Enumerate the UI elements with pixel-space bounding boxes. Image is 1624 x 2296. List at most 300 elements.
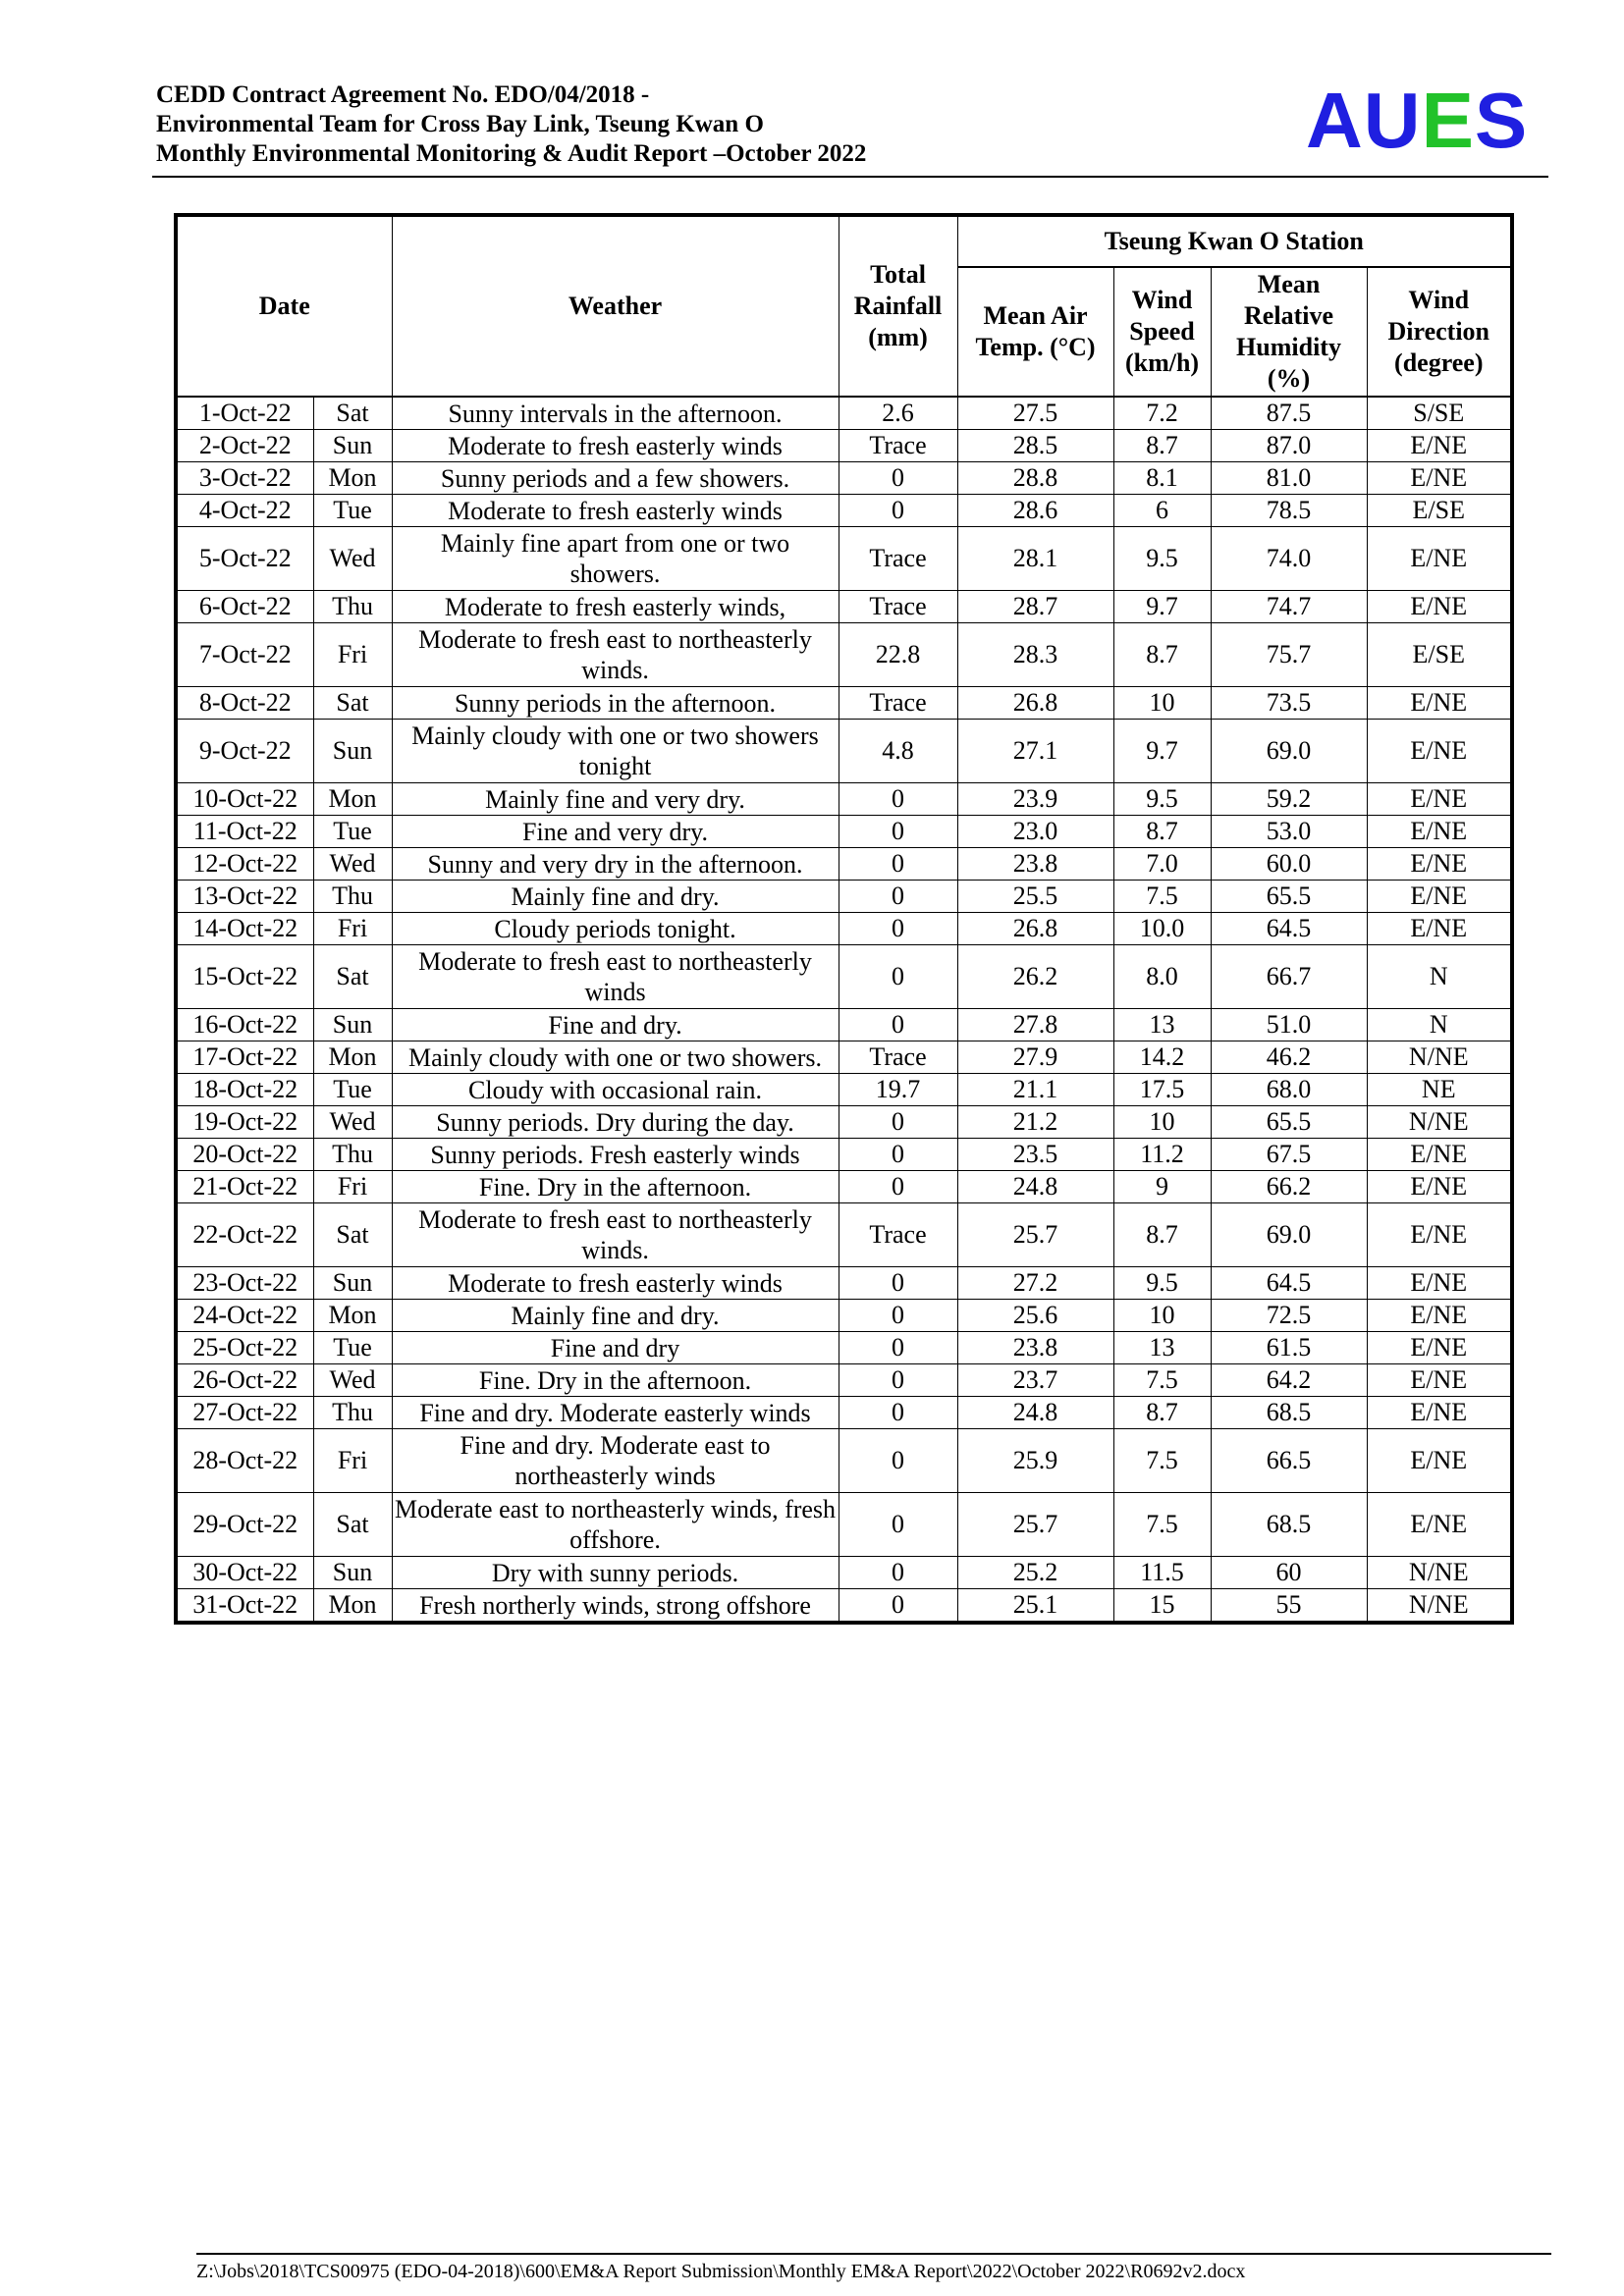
table-row <box>176 1074 1512 1106</box>
cell-rainfall: 0 <box>839 1589 957 1624</box>
cell-wind-direction: E/NE <box>1367 1267 1512 1300</box>
cell-rainfall: Trace <box>839 1203 957 1267</box>
table-row <box>176 1397 1512 1429</box>
cell-wind-speed: 8.0 <box>1113 945 1211 1009</box>
col-header-weather: Weather <box>392 215 839 397</box>
cell-rainfall: 0 <box>839 1139 957 1171</box>
cell-humidity: 59.2 <box>1211 783 1367 816</box>
cell-weather: Moderate east to northeasterly winds, fresh offshore. <box>392 1493 839 1557</box>
cell-day: Mon <box>313 1041 392 1074</box>
cell-day: Sat <box>313 397 392 430</box>
cell-rainfall: Trace <box>839 527 957 591</box>
cell-wind-speed: 6 <box>1113 495 1211 527</box>
cell-temp: 24.8 <box>957 1397 1113 1429</box>
cell-temp: 21.2 <box>957 1106 1113 1139</box>
table-row <box>176 1364 1512 1397</box>
cell-rainfall: 22.8 <box>839 623 957 687</box>
cell-rainfall: 0 <box>839 1429 957 1493</box>
cell-temp: 28.6 <box>957 495 1113 527</box>
cell-temp: 25.9 <box>957 1429 1113 1493</box>
cell-rainfall: 0 <box>839 848 957 881</box>
cell-humidity: 87.0 <box>1211 430 1367 462</box>
cell-weather: Fine. Dry in the afternoon. <box>392 1171 839 1203</box>
cell-temp: 23.9 <box>957 783 1113 816</box>
cell-temp: 27.5 <box>957 397 1113 430</box>
logo-letter: E <box>1421 77 1475 164</box>
cell-humidity: 66.5 <box>1211 1429 1367 1493</box>
cell-wind-speed: 8.7 <box>1113 430 1211 462</box>
cell-weather: Moderate to fresh east to northeasterly winds <box>392 945 839 1009</box>
cell-rainfall: Trace <box>839 1041 957 1074</box>
cell-wind-speed: 9.5 <box>1113 527 1211 591</box>
cell-date: 26-Oct-22 <box>176 1364 313 1397</box>
cell-rainfall: 0 <box>839 1267 957 1300</box>
cell-date: 4-Oct-22 <box>176 495 313 527</box>
cell-weather: Fresh northerly winds, strong offshore <box>392 1589 839 1624</box>
cell-day: Sun <box>313 720 392 783</box>
cell-weather: Cloudy with occasional rain. <box>392 1074 839 1106</box>
cell-humidity: 55 <box>1211 1589 1367 1624</box>
table-row <box>176 1493 1512 1557</box>
cell-day: Thu <box>313 881 392 913</box>
cell-humidity: 65.5 <box>1211 881 1367 913</box>
cell-day: Wed <box>313 527 392 591</box>
cell-rainfall: 0 <box>839 1106 957 1139</box>
col-header-wind-speed: Wind Speed (km/h) <box>1113 267 1211 397</box>
cell-date: 27-Oct-22 <box>176 1397 313 1429</box>
cell-date: 19-Oct-22 <box>176 1106 313 1139</box>
logo-letter: S <box>1474 77 1529 164</box>
header-line-report: Monthly Environmental Monitoring & Audit Report –October 2022 <box>156 140 867 167</box>
logo-letter: U <box>1363 77 1422 164</box>
cell-day: Sun <box>313 430 392 462</box>
cell-wind-direction: E/NE <box>1367 1203 1512 1267</box>
cell-date: 15-Oct-22 <box>176 945 313 1009</box>
cell-wind-direction: N/NE <box>1367 1041 1512 1074</box>
cell-date: 21-Oct-22 <box>176 1171 313 1203</box>
cell-wind-speed: 8.7 <box>1113 623 1211 687</box>
cell-weather: Fine. Dry in the afternoon. <box>392 1364 839 1397</box>
cell-date: 24-Oct-22 <box>176 1300 313 1332</box>
cell-temp: 25.7 <box>957 1203 1113 1267</box>
cell-temp: 26.8 <box>957 913 1113 945</box>
cell-humidity: 81.0 <box>1211 462 1367 495</box>
cell-temp: 28.7 <box>957 591 1113 623</box>
cell-wind-direction: E/SE <box>1367 495 1512 527</box>
cell-humidity: 68.5 <box>1211 1397 1367 1429</box>
cell-rainfall: 0 <box>839 913 957 945</box>
table-row <box>176 816 1512 848</box>
cell-temp: 26.2 <box>957 945 1113 1009</box>
cell-date: 22-Oct-22 <box>176 1203 313 1267</box>
cell-wind-direction: N/NE <box>1367 1557 1512 1589</box>
cell-humidity: 74.0 <box>1211 527 1367 591</box>
footer-divider <box>196 2253 1551 2255</box>
cell-wind-speed: 15 <box>1113 1589 1211 1624</box>
cell-weather: Fine and very dry. <box>392 816 839 848</box>
cell-humidity: 69.0 <box>1211 720 1367 783</box>
cell-wind-speed: 9.7 <box>1113 720 1211 783</box>
cell-wind-direction: E/NE <box>1367 1364 1512 1397</box>
table-row <box>176 527 1512 591</box>
cell-humidity: 64.2 <box>1211 1364 1367 1397</box>
cell-date: 8-Oct-22 <box>176 687 313 720</box>
cell-day: Mon <box>313 783 392 816</box>
cell-wind-direction: E/NE <box>1367 848 1512 881</box>
table-row <box>176 430 1512 462</box>
table-row <box>176 1041 1512 1074</box>
cell-day: Mon <box>313 1589 392 1624</box>
cell-rainfall: 0 <box>839 881 957 913</box>
cell-wind-direction: S/SE <box>1367 397 1512 430</box>
table-row <box>176 1267 1512 1300</box>
cell-wind-speed: 13 <box>1113 1009 1211 1041</box>
cell-wind-speed: 10.0 <box>1113 913 1211 945</box>
cell-wind-direction: E/NE <box>1367 1493 1512 1557</box>
cell-day: Wed <box>313 1106 392 1139</box>
table-row <box>176 1106 1512 1139</box>
table-row <box>176 1139 1512 1171</box>
cell-day: Sun <box>313 1267 392 1300</box>
cell-wind-direction: E/NE <box>1367 430 1512 462</box>
cell-day: Fri <box>313 913 392 945</box>
cell-date: 10-Oct-22 <box>176 783 313 816</box>
cell-humidity: 51.0 <box>1211 1009 1367 1041</box>
cell-wind-speed: 8.7 <box>1113 816 1211 848</box>
cell-weather: Fine and dry. Moderate easterly winds <box>392 1397 839 1429</box>
cell-weather: Fine and dry. Moderate east to northeasterly winds <box>392 1429 839 1493</box>
cell-date: 14-Oct-22 <box>176 913 313 945</box>
cell-date: 18-Oct-22 <box>176 1074 313 1106</box>
cell-date: 13-Oct-22 <box>176 881 313 913</box>
station-header: Tseung Kwan O Station <box>957 215 1512 267</box>
cell-humidity: 64.5 <box>1211 1267 1367 1300</box>
cell-humidity: 73.5 <box>1211 687 1367 720</box>
cell-temp: 24.8 <box>957 1171 1113 1203</box>
table-row <box>176 1332 1512 1364</box>
cell-temp: 27.1 <box>957 720 1113 783</box>
cell-date: 1-Oct-22 <box>176 397 313 430</box>
table-row <box>176 1557 1512 1589</box>
table-row <box>176 1171 1512 1203</box>
cell-temp: 23.5 <box>957 1139 1113 1171</box>
cell-day: Sun <box>313 1009 392 1041</box>
cell-rainfall: 4.8 <box>839 720 957 783</box>
table-row <box>176 720 1512 783</box>
cell-rainfall: 0 <box>839 1009 957 1041</box>
cell-humidity: 60 <box>1211 1557 1367 1589</box>
cell-rainfall: 2.6 <box>839 397 957 430</box>
cell-temp: 27.9 <box>957 1041 1113 1074</box>
cell-wind-direction: E/NE <box>1367 783 1512 816</box>
cell-rainfall: 0 <box>839 945 957 1009</box>
cell-rainfall: 0 <box>839 1300 957 1332</box>
cell-wind-speed: 10 <box>1113 1106 1211 1139</box>
cell-wind-speed: 11.5 <box>1113 1557 1211 1589</box>
cell-wind-direction: E/NE <box>1367 687 1512 720</box>
cell-wind-speed: 9 <box>1113 1171 1211 1203</box>
cell-date: 3-Oct-22 <box>176 462 313 495</box>
cell-temp: 23.7 <box>957 1364 1113 1397</box>
cell-date: 30-Oct-22 <box>176 1557 313 1589</box>
cell-temp: 23.0 <box>957 816 1113 848</box>
cell-day: Fri <box>313 623 392 687</box>
cell-wind-speed: 8.1 <box>1113 462 1211 495</box>
cell-weather: Mainly fine and dry. <box>392 1300 839 1332</box>
cell-date: 12-Oct-22 <box>176 848 313 881</box>
cell-wind-speed: 13 <box>1113 1332 1211 1364</box>
table-row <box>176 591 1512 623</box>
cell-day: Fri <box>313 1429 392 1493</box>
weather-data-table <box>174 213 1514 1625</box>
cell-rainfall: 0 <box>839 1332 957 1364</box>
cell-temp: 21.1 <box>957 1074 1113 1106</box>
cell-weather: Fine and dry <box>392 1332 839 1364</box>
cell-weather: Mainly fine and very dry. <box>392 783 839 816</box>
col-header-temp: Mean Air Temp. (°C) <box>957 267 1113 397</box>
table-row <box>176 783 1512 816</box>
cell-day: Tue <box>313 816 392 848</box>
cell-rainfall: 0 <box>839 1397 957 1429</box>
cell-day: Thu <box>313 1139 392 1171</box>
cell-wind-speed: 17.5 <box>1113 1074 1211 1106</box>
cell-temp: 28.1 <box>957 527 1113 591</box>
cell-date: 6-Oct-22 <box>176 591 313 623</box>
cell-day: Sat <box>313 687 392 720</box>
cell-wind-direction: E/NE <box>1367 816 1512 848</box>
cell-humidity: 53.0 <box>1211 816 1367 848</box>
col-header-rainfall: Total Rainfall (mm) <box>839 215 957 397</box>
cell-wind-speed: 10 <box>1113 687 1211 720</box>
cell-date: 11-Oct-22 <box>176 816 313 848</box>
cell-rainfall: 0 <box>839 1364 957 1397</box>
cell-humidity: 68.0 <box>1211 1074 1367 1106</box>
cell-date: 29-Oct-22 <box>176 1493 313 1557</box>
cell-wind-speed: 11.2 <box>1113 1139 1211 1171</box>
cell-date: 7-Oct-22 <box>176 623 313 687</box>
cell-wind-direction: E/NE <box>1367 1300 1512 1332</box>
cell-humidity: 60.0 <box>1211 848 1367 881</box>
footer-file-path: Z:\Jobs\2018\TCS00975 (EDO-04-2018)\600\EM&A Report Submission\Monthly EM&A Report\2022\October 2022\R0692v2.docx <box>196 2261 1246 2282</box>
cell-date: 2-Oct-22 <box>176 430 313 462</box>
table-row <box>176 1300 1512 1332</box>
cell-wind-direction: E/NE <box>1367 591 1512 623</box>
cell-weather: Mainly cloudy with one or two showers tonight <box>392 720 839 783</box>
cell-weather: Fine and dry. <box>392 1009 839 1041</box>
cell-wind-direction: N/NE <box>1367 1106 1512 1139</box>
cell-humidity: 66.2 <box>1211 1171 1367 1203</box>
cell-day: Wed <box>313 1364 392 1397</box>
cell-date: 28-Oct-22 <box>176 1429 313 1493</box>
cell-wind-speed: 7.5 <box>1113 881 1211 913</box>
col-header-wind-direction: Wind Direction (degree) <box>1367 267 1512 397</box>
cell-rainfall: 0 <box>839 816 957 848</box>
cell-humidity: 69.0 <box>1211 1203 1367 1267</box>
cell-weather: Sunny periods. Fresh easterly winds <box>392 1139 839 1171</box>
cell-weather: Moderate to fresh easterly winds <box>392 495 839 527</box>
cell-weather: Moderate to fresh east to northeasterly winds. <box>392 1203 839 1267</box>
cell-wind-speed: 14.2 <box>1113 1041 1211 1074</box>
cell-wind-speed: 10 <box>1113 1300 1211 1332</box>
cell-temp: 28.3 <box>957 623 1113 687</box>
cell-wind-direction: E/NE <box>1367 1332 1512 1364</box>
cell-day: Sat <box>313 1203 392 1267</box>
cell-day: Sun <box>313 1557 392 1589</box>
cell-wind-speed: 9.5 <box>1113 783 1211 816</box>
cell-temp: 23.8 <box>957 1332 1113 1364</box>
cell-date: 17-Oct-22 <box>176 1041 313 1074</box>
cell-rainfall: Trace <box>839 687 957 720</box>
cell-weather: Sunny intervals in the afternoon. <box>392 397 839 430</box>
cell-rainfall: 0 <box>839 495 957 527</box>
cell-rainfall: 0 <box>839 1171 957 1203</box>
table-row <box>176 881 1512 913</box>
cell-wind-direction: N/NE <box>1367 1589 1512 1624</box>
cell-rainfall: 0 <box>839 1557 957 1589</box>
cell-day: Sat <box>313 945 392 1009</box>
col-header-humidity: Mean Relative Humidity (%) <box>1211 267 1367 397</box>
cell-wind-direction: E/SE <box>1367 623 1512 687</box>
cell-day: Wed <box>313 848 392 881</box>
cell-wind-direction: E/NE <box>1367 720 1512 783</box>
cell-wind-speed: 8.7 <box>1113 1203 1211 1267</box>
cell-humidity: 68.5 <box>1211 1493 1367 1557</box>
cell-wind-direction: E/NE <box>1367 1429 1512 1493</box>
table-row <box>176 1589 1512 1624</box>
cell-rainfall: 0 <box>839 783 957 816</box>
table-row <box>176 913 1512 945</box>
cell-date: 23-Oct-22 <box>176 1267 313 1300</box>
cell-humidity: 61.5 <box>1211 1332 1367 1364</box>
cell-rainfall: Trace <box>839 591 957 623</box>
cell-date: 5-Oct-22 <box>176 527 313 591</box>
cell-temp: 25.7 <box>957 1493 1113 1557</box>
cell-humidity: 78.5 <box>1211 495 1367 527</box>
cell-weather: Mainly fine and dry. <box>392 881 839 913</box>
cell-humidity: 72.5 <box>1211 1300 1367 1332</box>
cell-wind-speed: 7.0 <box>1113 848 1211 881</box>
table-row <box>176 1429 1512 1493</box>
cell-date: 31-Oct-22 <box>176 1589 313 1624</box>
aues-logo <box>1306 77 1528 165</box>
cell-wind-speed: 7.5 <box>1113 1364 1211 1397</box>
cell-temp: 25.5 <box>957 881 1113 913</box>
cell-wind-speed: 7.2 <box>1113 397 1211 430</box>
table-row <box>176 462 1512 495</box>
cell-weather: Sunny periods and a few showers. <box>392 462 839 495</box>
cell-wind-direction: N <box>1367 1009 1512 1041</box>
cell-date: 25-Oct-22 <box>176 1332 313 1364</box>
table-row <box>176 945 1512 1009</box>
cell-temp: 28.5 <box>957 430 1113 462</box>
cell-weather: Sunny periods. Dry during the day. <box>392 1106 839 1139</box>
cell-weather: Mainly cloudy with one or two showers. <box>392 1041 839 1074</box>
cell-weather: Moderate to fresh east to northeasterly winds. <box>392 623 839 687</box>
cell-wind-direction: E/NE <box>1367 527 1512 591</box>
cell-day: Tue <box>313 1332 392 1364</box>
cell-humidity: 64.5 <box>1211 913 1367 945</box>
cell-day: Thu <box>313 591 392 623</box>
cell-weather: Dry with sunny periods. <box>392 1557 839 1589</box>
cell-humidity: 74.7 <box>1211 591 1367 623</box>
table-row <box>176 397 1512 430</box>
cell-wind-direction: E/NE <box>1367 1397 1512 1429</box>
table-row <box>176 495 1512 527</box>
table-row <box>176 687 1512 720</box>
cell-day: Sat <box>313 1493 392 1557</box>
cell-humidity: 46.2 <box>1211 1041 1367 1074</box>
cell-temp: 27.8 <box>957 1009 1113 1041</box>
cell-wind-direction: E/NE <box>1367 913 1512 945</box>
cell-wind-direction: N <box>1367 945 1512 1009</box>
cell-rainfall: 0 <box>839 462 957 495</box>
cell-day: Fri <box>313 1171 392 1203</box>
cell-wind-speed: 7.5 <box>1113 1493 1211 1557</box>
header-line-contract: CEDD Contract Agreement No. EDO/04/2018 - <box>156 81 650 108</box>
cell-wind-direction: E/NE <box>1367 881 1512 913</box>
cell-date: 9-Oct-22 <box>176 720 313 783</box>
cell-weather: Moderate to fresh easterly winds, <box>392 591 839 623</box>
cell-humidity: 75.7 <box>1211 623 1367 687</box>
cell-date: 16-Oct-22 <box>176 1009 313 1041</box>
cell-wind-direction: NE <box>1367 1074 1512 1106</box>
cell-temp: 28.8 <box>957 462 1113 495</box>
cell-weather: Moderate to fresh easterly winds <box>392 1267 839 1300</box>
cell-humidity: 65.5 <box>1211 1106 1367 1139</box>
cell-weather: Cloudy periods tonight. <box>392 913 839 945</box>
cell-day: Tue <box>313 495 392 527</box>
cell-weather: Sunny periods in the afternoon. <box>392 687 839 720</box>
cell-humidity: 66.7 <box>1211 945 1367 1009</box>
cell-wind-direction: E/NE <box>1367 462 1512 495</box>
table-row <box>176 848 1512 881</box>
cell-temp: 25.2 <box>957 1557 1113 1589</box>
cell-humidity: 87.5 <box>1211 397 1367 430</box>
table-row <box>176 1203 1512 1267</box>
col-header-date: Date <box>176 215 392 397</box>
cell-wind-speed: 9.5 <box>1113 1267 1211 1300</box>
cell-weather: Mainly fine apart from one or two showers. <box>392 527 839 591</box>
cell-wind-speed: 8.7 <box>1113 1397 1211 1429</box>
cell-temp: 25.1 <box>957 1589 1113 1624</box>
cell-wind-direction: E/NE <box>1367 1171 1512 1203</box>
cell-temp: 23.8 <box>957 848 1113 881</box>
cell-wind-speed: 9.7 <box>1113 591 1211 623</box>
cell-rainfall: Trace <box>839 430 957 462</box>
cell-wind-speed: 7.5 <box>1113 1429 1211 1493</box>
header-line-team: Environmental Team for Cross Bay Link, Tseung Kwan O <box>156 111 764 137</box>
cell-day: Tue <box>313 1074 392 1106</box>
cell-temp: 26.8 <box>957 687 1113 720</box>
cell-weather: Sunny and very dry in the afternoon. <box>392 848 839 881</box>
cell-temp: 27.2 <box>957 1267 1113 1300</box>
cell-temp: 25.6 <box>957 1300 1113 1332</box>
cell-rainfall: 0 <box>839 1493 957 1557</box>
header-divider <box>152 176 1548 178</box>
cell-weather: Moderate to fresh easterly winds <box>392 430 839 462</box>
table-row <box>176 623 1512 687</box>
cell-day: Mon <box>313 1300 392 1332</box>
cell-humidity: 67.5 <box>1211 1139 1367 1171</box>
cell-date: 20-Oct-22 <box>176 1139 313 1171</box>
cell-day: Thu <box>313 1397 392 1429</box>
cell-rainfall: 19.7 <box>839 1074 957 1106</box>
cell-wind-direction: E/NE <box>1367 1139 1512 1171</box>
table-body <box>176 397 1512 1623</box>
logo-letter: A <box>1306 77 1364 164</box>
table-row <box>176 1009 1512 1041</box>
cell-day: Mon <box>313 462 392 495</box>
